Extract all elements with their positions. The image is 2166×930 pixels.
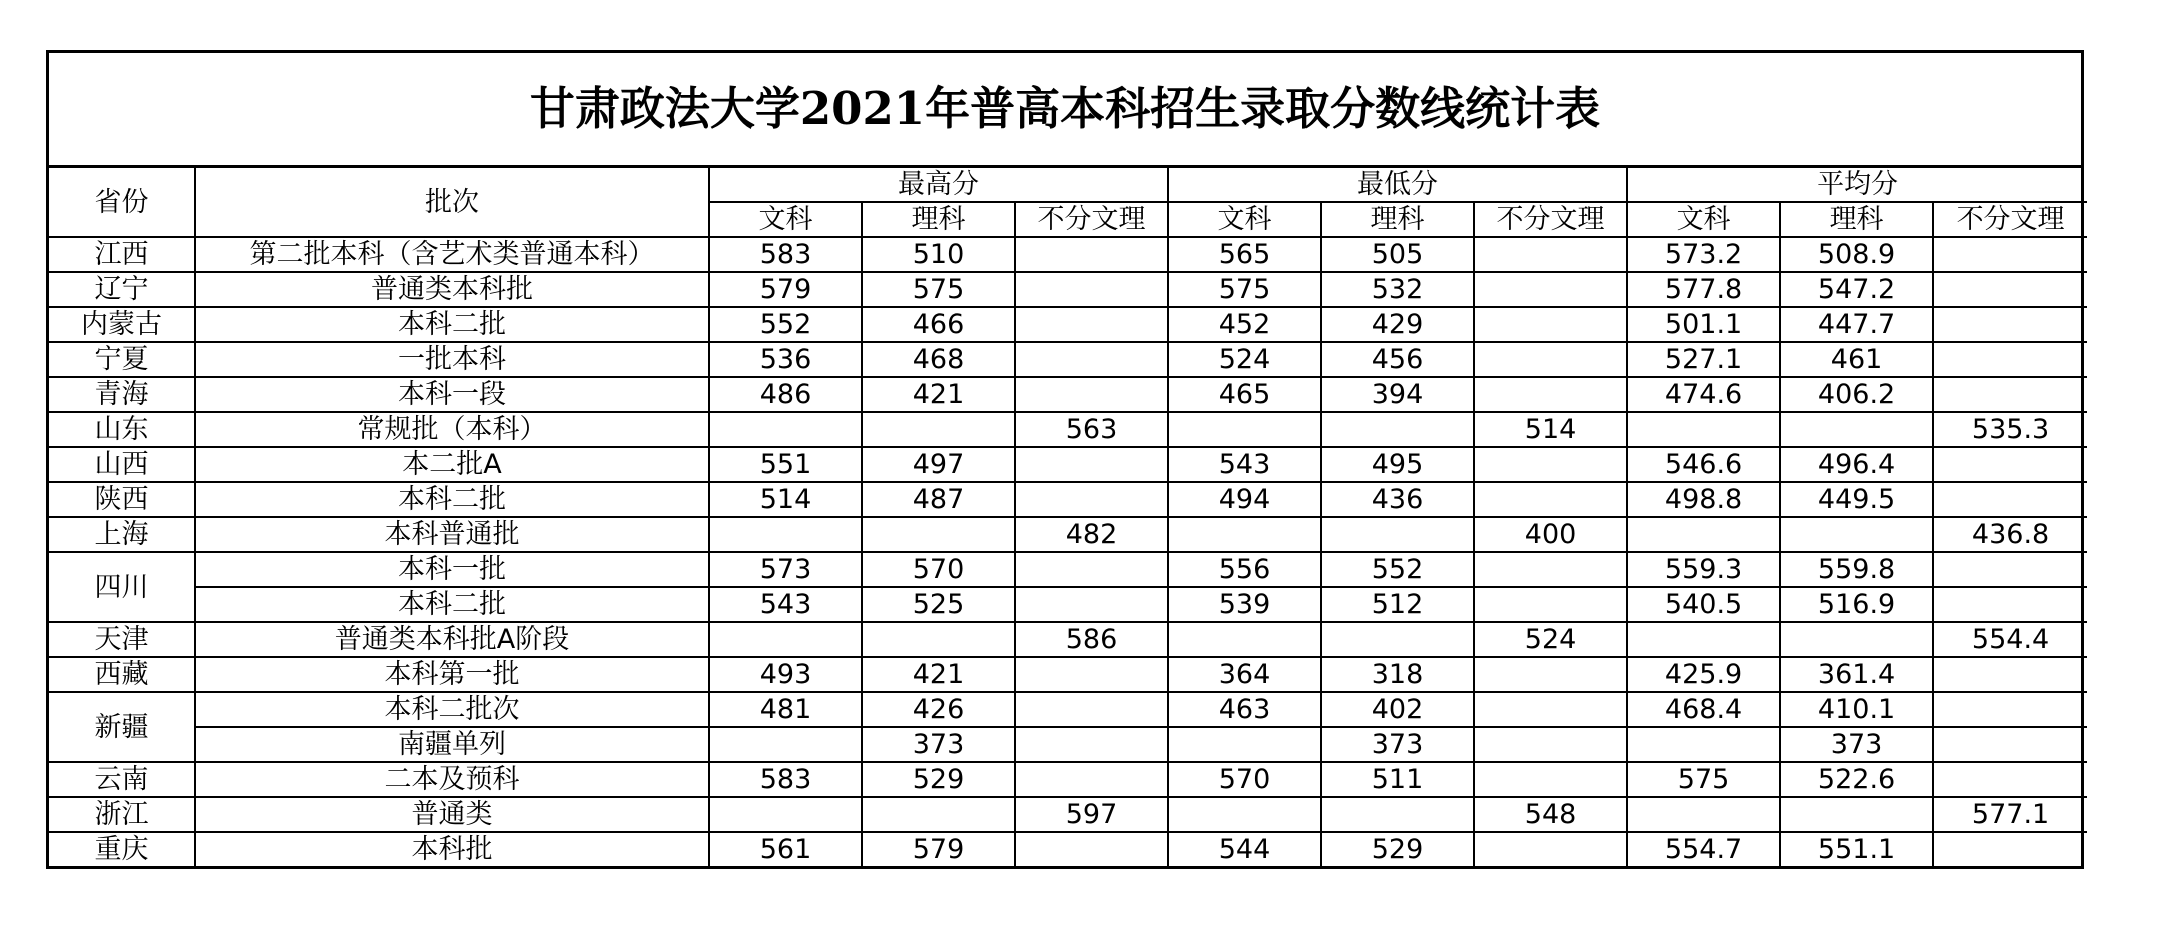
min-combined-cell xyxy=(1474,482,1627,517)
min-arts-cell xyxy=(1168,727,1321,762)
province-cell: 新疆 xyxy=(49,692,195,762)
avg-arts-cell xyxy=(1627,622,1780,657)
max-science-cell: 468 xyxy=(862,342,1015,377)
table-row xyxy=(49,692,2087,727)
min-arts-cell: 575 xyxy=(1168,272,1321,307)
min-arts-cell: 364 xyxy=(1168,657,1321,692)
province-cell: 四川 xyxy=(49,552,195,622)
batch-cell: 南疆单列 xyxy=(195,727,709,762)
batch-cell: 本二批A xyxy=(195,447,709,482)
min-combined-cell xyxy=(1474,692,1627,727)
min-science-cell: 456 xyxy=(1321,342,1474,377)
province-cell: 云南 xyxy=(49,762,195,797)
avg-arts-cell xyxy=(1627,412,1780,447)
max-arts-cell xyxy=(709,622,862,657)
max-science-cell: 421 xyxy=(862,377,1015,412)
min-science-cell xyxy=(1321,517,1474,552)
max-science-cell xyxy=(862,797,1015,832)
max-science-cell: 487 xyxy=(862,482,1015,517)
max-combined-cell xyxy=(1015,482,1168,517)
avg-arts-cell: 575 xyxy=(1627,762,1780,797)
batch-cell: 本科二批 xyxy=(195,587,709,622)
table-row xyxy=(49,552,2087,587)
min-science-cell: 402 xyxy=(1321,692,1474,727)
batch-cell: 本科一段 xyxy=(195,377,709,412)
province-cell: 重庆 xyxy=(49,832,195,866)
avg-arts-cell: 501.1 xyxy=(1627,307,1780,342)
max-combined-cell xyxy=(1015,587,1168,622)
max-science-cell xyxy=(862,517,1015,552)
min-science-cell: 529 xyxy=(1321,832,1474,866)
max-arts-cell: 543 xyxy=(709,587,862,622)
table-row xyxy=(49,342,2087,377)
avg-combined-cell xyxy=(1933,272,2087,307)
province-cell: 天津 xyxy=(49,622,195,657)
header-max-score: 最高分 xyxy=(709,168,1168,202)
avg-arts-cell: 425.9 xyxy=(1627,657,1780,692)
avg-combined-cell: 535.3 xyxy=(1933,412,2087,447)
max-combined-cell xyxy=(1015,832,1168,866)
province-cell: 青海 xyxy=(49,377,195,412)
header-max-combined: 不分文理 xyxy=(1015,202,1168,237)
max-science-cell: 510 xyxy=(862,237,1015,272)
batch-cell: 常规批（本科） xyxy=(195,412,709,447)
table-row xyxy=(49,727,2087,762)
max-science-cell xyxy=(862,622,1015,657)
batch-cell: 本科批 xyxy=(195,832,709,866)
avg-combined-cell xyxy=(1933,587,2087,622)
batch-cell: 第二批本科（含艺术类普通本科） xyxy=(195,237,709,272)
score-table xyxy=(49,168,2087,866)
batch-cell: 本科一批 xyxy=(195,552,709,587)
table-row xyxy=(49,237,2087,272)
avg-science-cell: 547.2 xyxy=(1780,272,1933,307)
min-combined-cell: 400 xyxy=(1474,517,1627,552)
avg-arts-cell: 540.5 xyxy=(1627,587,1780,622)
min-arts-cell xyxy=(1168,517,1321,552)
min-combined-cell xyxy=(1474,552,1627,587)
header-max-arts: 文科 xyxy=(709,202,862,237)
max-arts-cell: 579 xyxy=(709,272,862,307)
min-combined-cell: 548 xyxy=(1474,797,1627,832)
avg-science-cell: 496.4 xyxy=(1780,447,1933,482)
max-combined-cell xyxy=(1015,552,1168,587)
table-row xyxy=(49,412,2087,447)
avg-science-cell: 410.1 xyxy=(1780,692,1933,727)
batch-cell: 普通类本科批 xyxy=(195,272,709,307)
min-science-cell: 436 xyxy=(1321,482,1474,517)
batch-cell: 本科普通批 xyxy=(195,517,709,552)
max-science-cell: 426 xyxy=(862,692,1015,727)
max-combined-cell xyxy=(1015,272,1168,307)
avg-arts-cell: 546.6 xyxy=(1627,447,1780,482)
avg-science-cell: 373 xyxy=(1780,727,1933,762)
avg-arts-cell: 498.8 xyxy=(1627,482,1780,517)
table-row xyxy=(49,377,2087,412)
avg-combined-cell xyxy=(1933,482,2087,517)
max-combined-cell: 482 xyxy=(1015,517,1168,552)
min-combined-cell xyxy=(1474,307,1627,342)
max-science-cell xyxy=(862,412,1015,447)
header-avg-science: 理科 xyxy=(1780,202,1933,237)
header-min-score: 最低分 xyxy=(1168,168,1627,202)
max-combined-cell xyxy=(1015,307,1168,342)
avg-science-cell: 508.9 xyxy=(1780,237,1933,272)
avg-science-cell xyxy=(1780,797,1933,832)
avg-combined-cell xyxy=(1933,377,2087,412)
min-arts-cell: 465 xyxy=(1168,377,1321,412)
table-row xyxy=(49,762,2087,797)
avg-arts-cell: 554.7 xyxy=(1627,832,1780,866)
max-science-cell: 421 xyxy=(862,657,1015,692)
min-combined-cell xyxy=(1474,272,1627,307)
max-science-cell: 570 xyxy=(862,552,1015,587)
min-arts-cell: 524 xyxy=(1168,342,1321,377)
avg-combined-cell xyxy=(1933,552,2087,587)
header-avg-combined: 不分文理 xyxy=(1933,202,2087,237)
max-science-cell: 529 xyxy=(862,762,1015,797)
avg-science-cell xyxy=(1780,622,1933,657)
min-combined-cell xyxy=(1474,657,1627,692)
province-cell: 内蒙古 xyxy=(49,307,195,342)
avg-arts-cell: 468.4 xyxy=(1627,692,1780,727)
avg-science-cell: 559.8 xyxy=(1780,552,1933,587)
header-avg-score: 平均分 xyxy=(1627,168,2087,202)
avg-arts-cell: 577.8 xyxy=(1627,272,1780,307)
table-row xyxy=(49,482,2087,517)
min-science-cell xyxy=(1321,412,1474,447)
table-row xyxy=(49,272,2087,307)
batch-cell: 本科二批次 xyxy=(195,692,709,727)
min-science-cell: 512 xyxy=(1321,587,1474,622)
avg-combined-cell xyxy=(1933,762,2087,797)
max-arts-cell: 583 xyxy=(709,237,862,272)
table-row xyxy=(49,622,2087,657)
max-arts-cell: 561 xyxy=(709,832,862,866)
min-science-cell: 511 xyxy=(1321,762,1474,797)
avg-science-cell: 516.9 xyxy=(1780,587,1933,622)
min-science-cell: 532 xyxy=(1321,272,1474,307)
avg-science-cell xyxy=(1780,412,1933,447)
max-arts-cell: 552 xyxy=(709,307,862,342)
province-cell: 西藏 xyxy=(49,657,195,692)
batch-cell: 普通类 xyxy=(195,797,709,832)
max-combined-cell xyxy=(1015,447,1168,482)
max-combined-cell: 563 xyxy=(1015,412,1168,447)
avg-arts-cell xyxy=(1627,797,1780,832)
max-arts-cell xyxy=(709,797,862,832)
avg-science-cell: 522.6 xyxy=(1780,762,1933,797)
batch-cell: 本科第一批 xyxy=(195,657,709,692)
avg-combined-cell: 436.8 xyxy=(1933,517,2087,552)
min-science-cell: 495 xyxy=(1321,447,1474,482)
min-science-cell: 505 xyxy=(1321,237,1474,272)
header-max-science: 理科 xyxy=(862,202,1015,237)
min-arts-cell: 565 xyxy=(1168,237,1321,272)
table-title: 甘肃政法大学2021年普高本科招生录取分数线统计表 xyxy=(49,53,2081,168)
province-cell: 山东 xyxy=(49,412,195,447)
table-row xyxy=(49,587,2087,622)
max-arts-cell xyxy=(709,412,862,447)
avg-science-cell: 461 xyxy=(1780,342,1933,377)
avg-combined-cell xyxy=(1933,447,2087,482)
min-combined-cell xyxy=(1474,447,1627,482)
batch-cell: 本科二批 xyxy=(195,482,709,517)
min-science-cell xyxy=(1321,797,1474,832)
max-combined-cell: 597 xyxy=(1015,797,1168,832)
province-cell: 山西 xyxy=(49,447,195,482)
min-science-cell: 318 xyxy=(1321,657,1474,692)
avg-science-cell: 406.2 xyxy=(1780,377,1933,412)
max-arts-cell: 573 xyxy=(709,552,862,587)
header-min-combined: 不分文理 xyxy=(1474,202,1627,237)
min-arts-cell: 570 xyxy=(1168,762,1321,797)
max-science-cell: 579 xyxy=(862,832,1015,866)
max-arts-cell xyxy=(709,517,862,552)
max-arts-cell: 583 xyxy=(709,762,862,797)
max-combined-cell xyxy=(1015,342,1168,377)
min-combined-cell xyxy=(1474,587,1627,622)
min-combined-cell: 514 xyxy=(1474,412,1627,447)
province-cell: 上海 xyxy=(49,517,195,552)
min-arts-cell: 539 xyxy=(1168,587,1321,622)
avg-arts-cell: 559.3 xyxy=(1627,552,1780,587)
min-arts-cell: 494 xyxy=(1168,482,1321,517)
max-combined-cell xyxy=(1015,377,1168,412)
batch-cell: 普通类本科批A阶段 xyxy=(195,622,709,657)
max-combined-cell xyxy=(1015,237,1168,272)
header-batch: 批次 xyxy=(195,168,709,237)
avg-science-cell: 361.4 xyxy=(1780,657,1933,692)
avg-science-cell: 551.1 xyxy=(1780,832,1933,866)
min-combined-cell xyxy=(1474,762,1627,797)
table-row xyxy=(49,307,2087,342)
max-combined-cell xyxy=(1015,762,1168,797)
min-combined-cell: 524 xyxy=(1474,622,1627,657)
max-arts-cell xyxy=(709,727,862,762)
max-combined-cell xyxy=(1015,657,1168,692)
min-science-cell: 552 xyxy=(1321,552,1474,587)
header-avg-arts: 文科 xyxy=(1627,202,1780,237)
min-science-cell: 373 xyxy=(1321,727,1474,762)
avg-combined-cell xyxy=(1933,727,2087,762)
table-row xyxy=(49,657,2087,692)
min-arts-cell xyxy=(1168,412,1321,447)
min-combined-cell xyxy=(1474,237,1627,272)
avg-arts-cell: 527.1 xyxy=(1627,342,1780,377)
avg-combined-cell: 554.4 xyxy=(1933,622,2087,657)
avg-combined-cell xyxy=(1933,692,2087,727)
avg-arts-cell: 573.2 xyxy=(1627,237,1780,272)
avg-combined-cell xyxy=(1933,342,2087,377)
province-cell: 江西 xyxy=(49,237,195,272)
header-min-science: 理科 xyxy=(1321,202,1474,237)
min-arts-cell: 452 xyxy=(1168,307,1321,342)
min-combined-cell xyxy=(1474,377,1627,412)
table-row xyxy=(49,517,2087,552)
avg-arts-cell xyxy=(1627,517,1780,552)
max-arts-cell: 481 xyxy=(709,692,862,727)
min-science-cell: 394 xyxy=(1321,377,1474,412)
avg-arts-cell: 474.6 xyxy=(1627,377,1780,412)
batch-cell: 二本及预科 xyxy=(195,762,709,797)
avg-combined-cell xyxy=(1933,237,2087,272)
max-arts-cell: 536 xyxy=(709,342,862,377)
min-arts-cell: 543 xyxy=(1168,447,1321,482)
min-science-cell: 429 xyxy=(1321,307,1474,342)
max-combined-cell xyxy=(1015,692,1168,727)
max-arts-cell: 514 xyxy=(709,482,862,517)
max-arts-cell: 486 xyxy=(709,377,862,412)
batch-cell: 一批本科 xyxy=(195,342,709,377)
max-science-cell: 497 xyxy=(862,447,1015,482)
avg-science-cell xyxy=(1780,517,1933,552)
avg-combined-cell xyxy=(1933,832,2087,866)
min-arts-cell: 544 xyxy=(1168,832,1321,866)
table-row xyxy=(49,832,2087,866)
avg-science-cell: 447.7 xyxy=(1780,307,1933,342)
province-cell: 辽宁 xyxy=(49,272,195,307)
avg-combined-cell xyxy=(1933,307,2087,342)
avg-arts-cell xyxy=(1627,727,1780,762)
min-science-cell xyxy=(1321,622,1474,657)
min-arts-cell xyxy=(1168,622,1321,657)
table-body xyxy=(49,237,2087,866)
max-science-cell: 525 xyxy=(862,587,1015,622)
max-science-cell: 373 xyxy=(862,727,1015,762)
avg-combined-cell xyxy=(1933,657,2087,692)
avg-science-cell: 449.5 xyxy=(1780,482,1933,517)
province-cell: 宁夏 xyxy=(49,342,195,377)
max-combined-cell xyxy=(1015,727,1168,762)
min-arts-cell: 556 xyxy=(1168,552,1321,587)
max-arts-cell: 493 xyxy=(709,657,862,692)
header-province: 省份 xyxy=(49,168,195,237)
score-sheet xyxy=(46,50,2084,869)
province-cell: 浙江 xyxy=(49,797,195,832)
min-arts-cell xyxy=(1168,797,1321,832)
header-min-arts: 文科 xyxy=(1168,202,1321,237)
max-science-cell: 466 xyxy=(862,307,1015,342)
min-combined-cell xyxy=(1474,342,1627,377)
min-combined-cell xyxy=(1474,832,1627,866)
max-arts-cell: 551 xyxy=(709,447,862,482)
province-cell: 陕西 xyxy=(49,482,195,517)
table-row xyxy=(49,447,2087,482)
batch-cell: 本科二批 xyxy=(195,307,709,342)
table-row xyxy=(49,797,2087,832)
avg-combined-cell: 577.1 xyxy=(1933,797,2087,832)
max-science-cell: 575 xyxy=(862,272,1015,307)
min-combined-cell xyxy=(1474,727,1627,762)
min-arts-cell: 463 xyxy=(1168,692,1321,727)
max-combined-cell: 586 xyxy=(1015,622,1168,657)
